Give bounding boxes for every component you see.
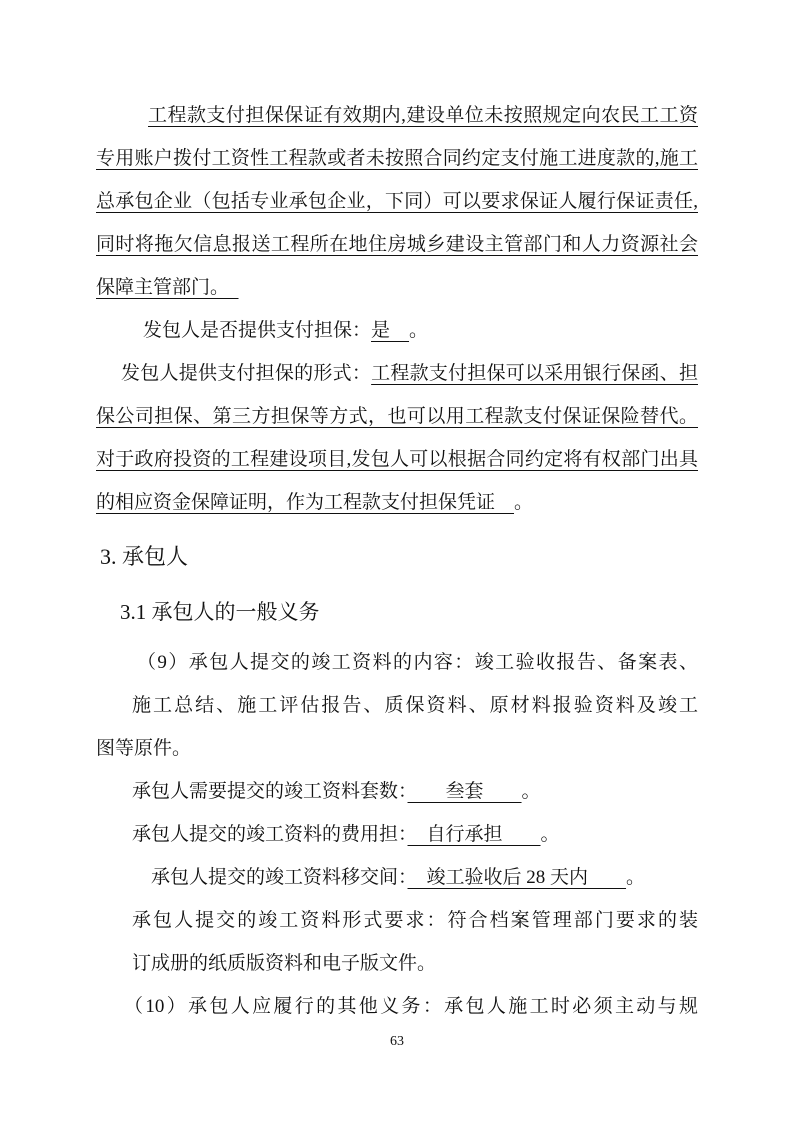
text-line: [96, 266, 698, 309]
text-run: 发包人提供支付担保的形式：: [121, 363, 372, 384]
text-line: [96, 94, 698, 137]
underlined-text: 自行承担: [407, 824, 541, 845]
text-run: 承包人需要提交的竣工资料套数：: [132, 781, 408, 802]
underlined-text: 是: [371, 320, 410, 341]
text-line: [96, 223, 698, 266]
underlined-text: 专用账户拨付工资性工程款或者未按照合同约定支付施工进度款的,施工: [96, 148, 698, 169]
underlined-text: 工程款支付担保可以采用银行保函、担: [371, 363, 698, 384]
text-line: [96, 395, 698, 438]
text-run: 。: [521, 781, 541, 802]
underlined-text: 的相应资金保障证明，作为工程款支付担保凭证: [96, 492, 515, 513]
heading2: [96, 589, 698, 635]
text-line: [96, 137, 698, 180]
underlined-text: 工程款支付担保保证有效期内,建设单位未按照规定向农民工工资: [148, 105, 698, 126]
text-run: 3.1 承包人的一般义务: [120, 600, 320, 624]
text-run: （10）承包人应履行的其他义务：承包人施工时必须主动与规: [124, 996, 698, 1017]
text-run: 图等原件。: [96, 738, 192, 759]
text-run: 。: [409, 320, 429, 341]
text-line: [96, 985, 698, 1028]
text-line: [96, 856, 698, 899]
text-line: [96, 684, 698, 727]
text-run: （9）承包人提交的竣工资料的内容：竣工验收报告、备案表、: [137, 652, 698, 673]
underlined-text: 叁套: [407, 781, 522, 802]
text-line: [96, 641, 698, 684]
text-line: [96, 770, 698, 813]
text-run: 发包人是否提供支付担保：: [143, 320, 372, 341]
text-run: 。: [540, 824, 560, 845]
underlined-text: 竣工验收后 28 天内: [407, 867, 627, 888]
text-line: [96, 180, 698, 223]
underlined-text: 保公司担保、第三方担保等方式，也可以用工程款支付保证保险替代。: [96, 406, 698, 427]
underlined-text: 同时将拖欠信息报送工程所在地住房城乡建设主管部门和人力资源社会: [96, 234, 698, 255]
text-line: [96, 942, 698, 985]
text-run: 订成册的纸质版资料和电子版文件。: [132, 953, 437, 974]
underlined-text: 保障主管部门。: [96, 277, 239, 298]
text-run: 3. 承包人: [100, 544, 189, 569]
underlined-text: 对于政府投资的工程建设项目,发包人可以根据合同约定将有权部门出具: [96, 449, 698, 470]
page-number: 63: [390, 1034, 404, 1049]
text-run: 。: [626, 867, 646, 888]
text-line: [96, 813, 698, 856]
text-line: [96, 481, 698, 524]
heading1: [96, 532, 698, 581]
text-line: [96, 352, 698, 395]
text-run: 承包人提交的竣工资料形式要求：符合档案管理部门要求的装: [132, 910, 698, 931]
underlined-text: 总承包企业（包括专业承包企业，下同）可以要求保证人履行保证责任,: [96, 191, 698, 212]
text-line: [96, 727, 698, 770]
text-line: [96, 309, 698, 352]
text-line: [96, 438, 698, 481]
document-content: [96, 94, 698, 1028]
text-run: 。: [514, 492, 534, 513]
text-run: 施工总结、施工评估报告、质保资料、原材料报验资料及竣工: [132, 695, 698, 716]
text-run: 承包人提交的竣工资料的费用担：: [132, 824, 408, 845]
text-line: [96, 899, 698, 942]
text-run: 承包人提交的竣工资料移交间：: [151, 867, 408, 888]
